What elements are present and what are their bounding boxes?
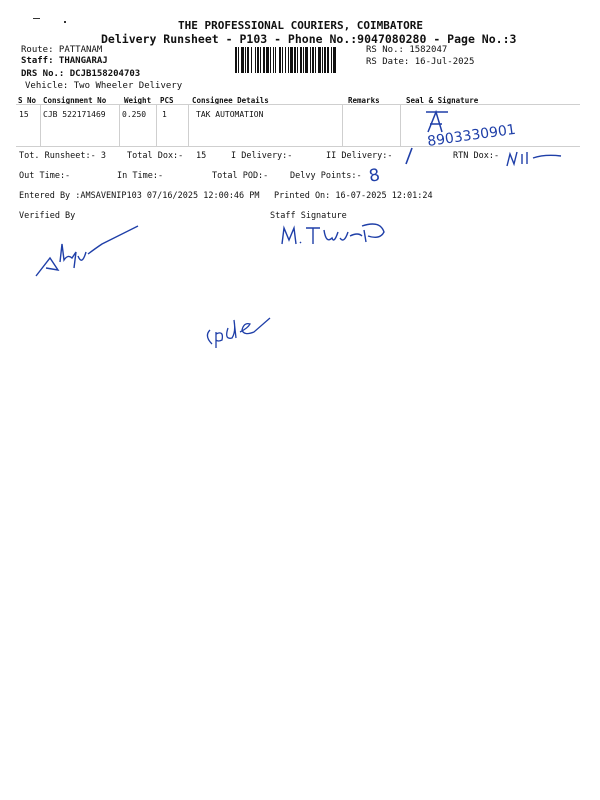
table-col-divider (400, 104, 401, 146)
total-pod: Total POD:- (212, 171, 269, 181)
col-header-consignment: Consignment No (43, 96, 107, 105)
table-col-divider (40, 104, 41, 146)
col-header-consignee: Consignee Details (192, 96, 269, 105)
printed-on: Printed On: 16-07-2025 12:01:24 (274, 191, 433, 201)
staff-signature-label: Staff Signature (270, 211, 347, 221)
handwritten-nil-mark (505, 146, 565, 170)
ii-delivery: II Delivery:- (326, 151, 393, 161)
document-title: THE PROFESSIONAL COURIERS, COIMBATORE (178, 19, 424, 32)
row-sno: 15 (19, 110, 29, 119)
col-header-sno: S No (18, 96, 37, 105)
i-delivery: I Delivery:- (231, 151, 293, 161)
table-col-divider (188, 104, 189, 146)
out-time: Out Time:- (19, 171, 71, 181)
table-col-divider (156, 104, 157, 146)
verifier-signature (30, 218, 145, 280)
rs-date: RS Date: 16-Jul-2025 (366, 57, 475, 67)
row-weight: 0.250 (122, 110, 147, 119)
staff-handwritten-signature (278, 218, 393, 250)
in-time: In Time:- (117, 171, 164, 181)
entered-by: Entered By :AMSAVENIP103 07/16/2025 12:00:46 PM (19, 191, 260, 201)
route-label: Route: PATTANAM (21, 45, 103, 55)
col-header-remarks: Remarks (348, 96, 380, 105)
handwritten-seal-signature (420, 104, 520, 150)
document-subtitle: Delivery Runsheet - P103 - Phone No.:9047080280 - Page No.:3 (101, 32, 517, 46)
col-header-weight: Weight (124, 96, 152, 105)
staff-label: Staff: THANGARAJ (21, 56, 108, 66)
rtn-dox: RTN Dox:- (453, 151, 500, 161)
table-col-divider (119, 104, 120, 146)
drs-number: DRS No.: DCJB158204703 (21, 69, 141, 79)
row-pcs: 1 (162, 110, 167, 119)
row-consignee: TAK AUTOMATION (196, 110, 264, 119)
row-consignment: CJB 522171469 (43, 110, 106, 119)
barcode (234, 47, 359, 73)
delvy-points: Delvy Points:- (290, 171, 362, 181)
total-dox-value: 15 (196, 151, 207, 161)
scan-mark (33, 18, 40, 19)
rs-number: RS No.: 1582047 (366, 45, 448, 55)
scan-mark (64, 21, 66, 23)
handwritten-scribble (200, 308, 275, 350)
table-col-divider (342, 104, 343, 146)
total-dox-label: Total Dox:- (127, 151, 184, 161)
verified-by-label: Verified By (19, 211, 76, 221)
handwritten-delvy-points: 8 (367, 165, 382, 187)
vehicle-label: Vehicle: Two Wheeler Delivery (25, 81, 183, 91)
col-header-pcs: PCS (160, 96, 174, 105)
handwritten-ii-delivery-mark (400, 144, 420, 166)
handwritten-phone: 8903330901 (426, 121, 517, 150)
col-header-seal: Seal & Signature (406, 96, 479, 105)
tot-runsheet: Tot. Runsheet:- 3 (19, 151, 106, 161)
